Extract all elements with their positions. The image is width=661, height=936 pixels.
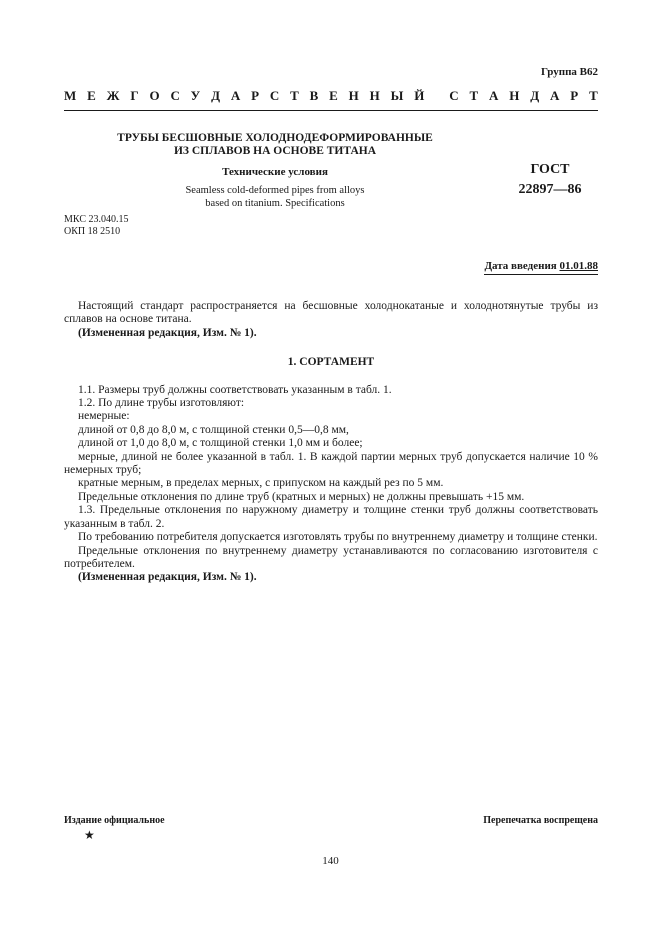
intro-date — [484, 260, 598, 275]
english-title-line-2: based on titanium. Specifications — [205, 198, 345, 209]
official-edition-note: Издание официальное — [64, 815, 165, 826]
banner-letter: Т — [589, 88, 598, 103]
banner-letter: Ж — [106, 88, 120, 103]
banner-letter: В — [309, 88, 319, 103]
page-number: 140 — [322, 855, 339, 867]
title-line-2: ИЗ СПЛАВОВ НА ОСНОВЕ ТИТАНА — [173, 145, 377, 157]
banner-letter: А — [489, 88, 499, 103]
english-title — [90, 184, 460, 210]
star-icon: ★ — [84, 828, 95, 842]
reprint-prohibited-note: Перепечатка воспрещена — [483, 815, 598, 826]
paragraph: 1.3. Предельные отклонения по наружному диаметру и толщине стенки труб должны соответствовать указанным в табл. 2. — [64, 504, 598, 530]
banner-letter: Р — [570, 88, 579, 103]
banner-letter: С — [269, 88, 280, 103]
paragraph: длиной от 1,0 до 8,0 м, с толщиной стенки 1,0 мм и более; — [78, 437, 363, 450]
paragraph: Предельные отклонения по длине труб (кратных и мерных) не должны превышать +15 мм. — [78, 490, 525, 503]
banner-letter: У — [190, 88, 201, 103]
banner-letter: Н — [369, 88, 380, 103]
banner-letter: Т — [290, 88, 299, 103]
banner-letter: Й — [414, 88, 425, 103]
banner-letter: Ы — [390, 88, 404, 103]
paragraph: длиной от 0,8 до 8,0 м, с толщиной стенки 0,5—0,8 мм, — [78, 423, 349, 436]
banner-letter: А — [230, 88, 241, 103]
document-subtitle: Технические условия — [222, 166, 328, 178]
english-title-line-1: Seamless cold-deformed pipes from alloys — [185, 185, 365, 196]
amendment-note: (Измененная редакция, Изм. № 1). — [78, 571, 257, 584]
banner-letter: Д — [211, 88, 221, 103]
paragraph: 1.2. По длине трубы изготовляют: — [78, 397, 245, 410]
group-code: Группа В62 — [540, 66, 598, 78]
standard-banner — [64, 88, 598, 111]
paragraph: мерные, длиной не более указанной в табл. 1. В каждой партии мерных труб допускается наличие 10 % немерных труб; — [64, 450, 598, 477]
paragraph: кратные мерным, в пределах мерных, с припуском на каждый рез по 5 мм. — [78, 477, 444, 490]
document-body — [64, 300, 598, 585]
banner-letter — [435, 88, 438, 104]
banner-letter: С — [449, 88, 459, 103]
banner-letter: Г — [130, 88, 139, 103]
mks-code: МКС 23.040.15 — [64, 214, 129, 225]
section-title: 1. СОРТАМЕНТ — [287, 356, 375, 369]
banner-letter: О — [149, 88, 160, 103]
title-line-1: ТРУБЫ БЕСШОВНЫЕ ХОЛОДНОДЕФОРМИРОВАННЫЕ — [117, 132, 433, 144]
intro-date-value: 01.01.88 — [559, 260, 598, 272]
banner-letter: Т — [469, 88, 479, 103]
paragraph: Предельные отклонения по внутреннему диаметру устанавливаются по согласованию изготовителя с потребителем. — [64, 544, 598, 570]
okp-code: ОКП 18 2510 — [64, 226, 121, 237]
paragraph-scope: Настоящий стандарт распространяется на бесшовные холоднокатаные и холоднотянутые трубы из сплавов на основе титана. — [64, 300, 598, 326]
gost-designation — [505, 160, 595, 200]
intro-date-label: Дата введения — [484, 260, 557, 272]
banner-letter: Р — [251, 88, 260, 103]
banner-letter: А — [550, 88, 560, 103]
paragraph: По требованию потребителя допускается изготовлять трубы по внутреннему диаметру и толщине стенки. — [78, 531, 598, 544]
gost-label: ГОСТ — [530, 162, 570, 177]
document-title — [90, 132, 460, 158]
banner-letter: Н — [509, 88, 520, 103]
banner-letter: Е — [329, 88, 338, 103]
gost-number: 22897—86 — [518, 182, 582, 197]
classification-codes — [64, 214, 128, 238]
banner-letter: Е — [87, 88, 96, 103]
banner-letter: С — [170, 88, 180, 103]
paragraph: немерные: — [78, 410, 130, 423]
banner-letter: М — [64, 88, 77, 103]
paragraph: 1.1. Размеры труб должны соответствовать указанным в табл. 1. — [78, 383, 392, 396]
amendment-note: (Измененная редакция, Изм. № 1). — [78, 326, 257, 339]
banner-letter: Д — [530, 88, 540, 103]
banner-letter: Н — [348, 88, 359, 103]
